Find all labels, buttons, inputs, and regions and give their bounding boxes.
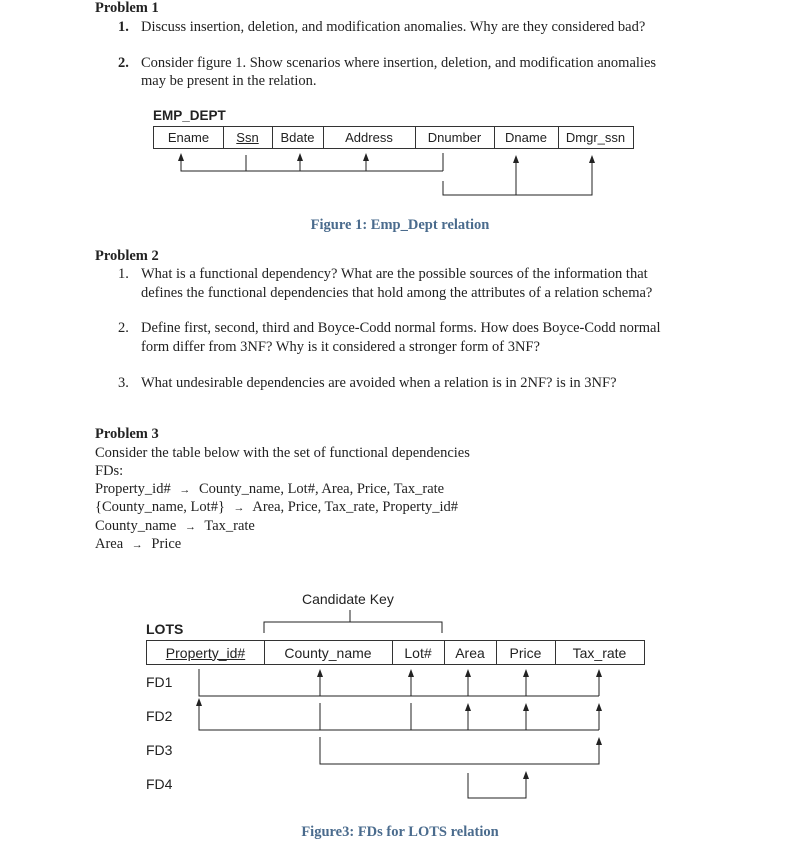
emp-dept-col-ename: Ename [154, 127, 224, 148]
problem2-item2-line2: form differ from 3NF? Why is it considered a stronger form of 3NF? [141, 339, 540, 355]
emp-dept-relation-name: EMP_DEPT [153, 108, 226, 123]
fd2-line [95, 499, 458, 516]
fd4-line [95, 536, 181, 553]
fd3-label: FD3 [146, 742, 173, 758]
figure3-caption: Figure3: FDs for LOTS relation [301, 824, 499, 840]
emp-dept-col-ssn-label: Ssn [236, 130, 259, 145]
lots-col-county-name: County_name [264, 641, 393, 664]
lots-dependency-diagram [140, 585, 660, 815]
emp-dept-dependency-lines [140, 105, 660, 205]
emp-dept-col-dmgr-ssn: Dmgr_ssn [565, 130, 626, 145]
problem1-item2-line1: Consider figure 1. Show scenarios where insertion, deletion, and modification anomalies [141, 55, 657, 71]
lots-col-price: Price [496, 641, 556, 664]
problem2-item2-number: 2. [118, 320, 129, 336]
figure1 [140, 105, 660, 205]
fd3-lhs: County_name [95, 518, 177, 534]
problem2-item2-line1: Define first, second, third and Boyce-Codd normal forms. How does Boyce-Codd normal [141, 320, 661, 336]
problem2-item3-number: 3. [118, 375, 129, 391]
problem3-title: Problem 3 [95, 426, 159, 442]
emp-dept-col-dname: Dname [494, 127, 559, 148]
problem3-fds-label: FDs: [95, 463, 124, 479]
fd4-rhs: Price [151, 536, 182, 552]
lots-relation-name: LOTS [146, 621, 184, 637]
fd4-label: FD4 [146, 776, 173, 792]
fd1-label: FD1 [146, 674, 173, 690]
fd1-arrow: → [179, 484, 191, 496]
fd2-arrow: → [233, 502, 245, 514]
problem2-item3-line1: What undesirable dependencies are avoided when a relation is in 2NF? is in 3NF? [141, 375, 617, 391]
fd1-lhs: Property_id# [95, 481, 171, 497]
fd2-lhs: {County_name, Lot#} [95, 499, 225, 515]
problem2-item1-line1: What is a functional dependency? What are the possible sources of the information that [141, 266, 648, 282]
problem2-title: Problem 2 [95, 248, 159, 264]
fd2-rhs: Area, Price, Tax_rate, Property_id# [252, 499, 459, 515]
lots-col-lot: Lot# [392, 641, 445, 664]
lots-col-area: Area [444, 641, 497, 664]
fd4-lhs: Area [95, 536, 124, 552]
problem1-item2-number: 2. [118, 55, 129, 71]
problem2-item1-line2: defines the functional dependencies that hold among the attributes of a relation schema? [141, 285, 653, 301]
figure1-caption: Figure 1: Emp_Dept relation [310, 217, 490, 233]
fd2-label: FD2 [146, 708, 173, 724]
lots-col-property-id-label: Property_id# [165, 644, 246, 661]
fd3-arrow: → [184, 521, 196, 533]
problem1-item1-text: Discuss insertion, deletion, and modification anomalies. Why are they considered bad? [141, 19, 646, 35]
emp-dept-col-dnumber: Dnumber [415, 127, 495, 148]
fd1-rhs: County_name, Lot#, Area, Price, Tax_rate [198, 481, 445, 497]
fd3-rhs: Tax_rate [204, 518, 255, 534]
problem1-item2-line2: may be present in the relation. [141, 73, 317, 89]
problem2-item1-number: 1. [118, 266, 129, 282]
candidate-key-label: Candidate Key [302, 591, 394, 607]
problem3-intro: Consider the table below with the set of functional dependencies [95, 445, 470, 461]
problem1-item1-number: 1. [118, 19, 129, 35]
emp-dept-col-address: Address [323, 127, 416, 148]
figure3 [140, 585, 660, 815]
fd3-line [95, 518, 255, 535]
emp-dept-col-bdate: Bdate [272, 127, 324, 148]
lots-col-tax-rate: Tax_rate [572, 644, 627, 661]
fd1-line [95, 481, 444, 498]
problem1-title: Problem 1 [95, 0, 159, 16]
fd4-arrow: → [131, 539, 143, 551]
